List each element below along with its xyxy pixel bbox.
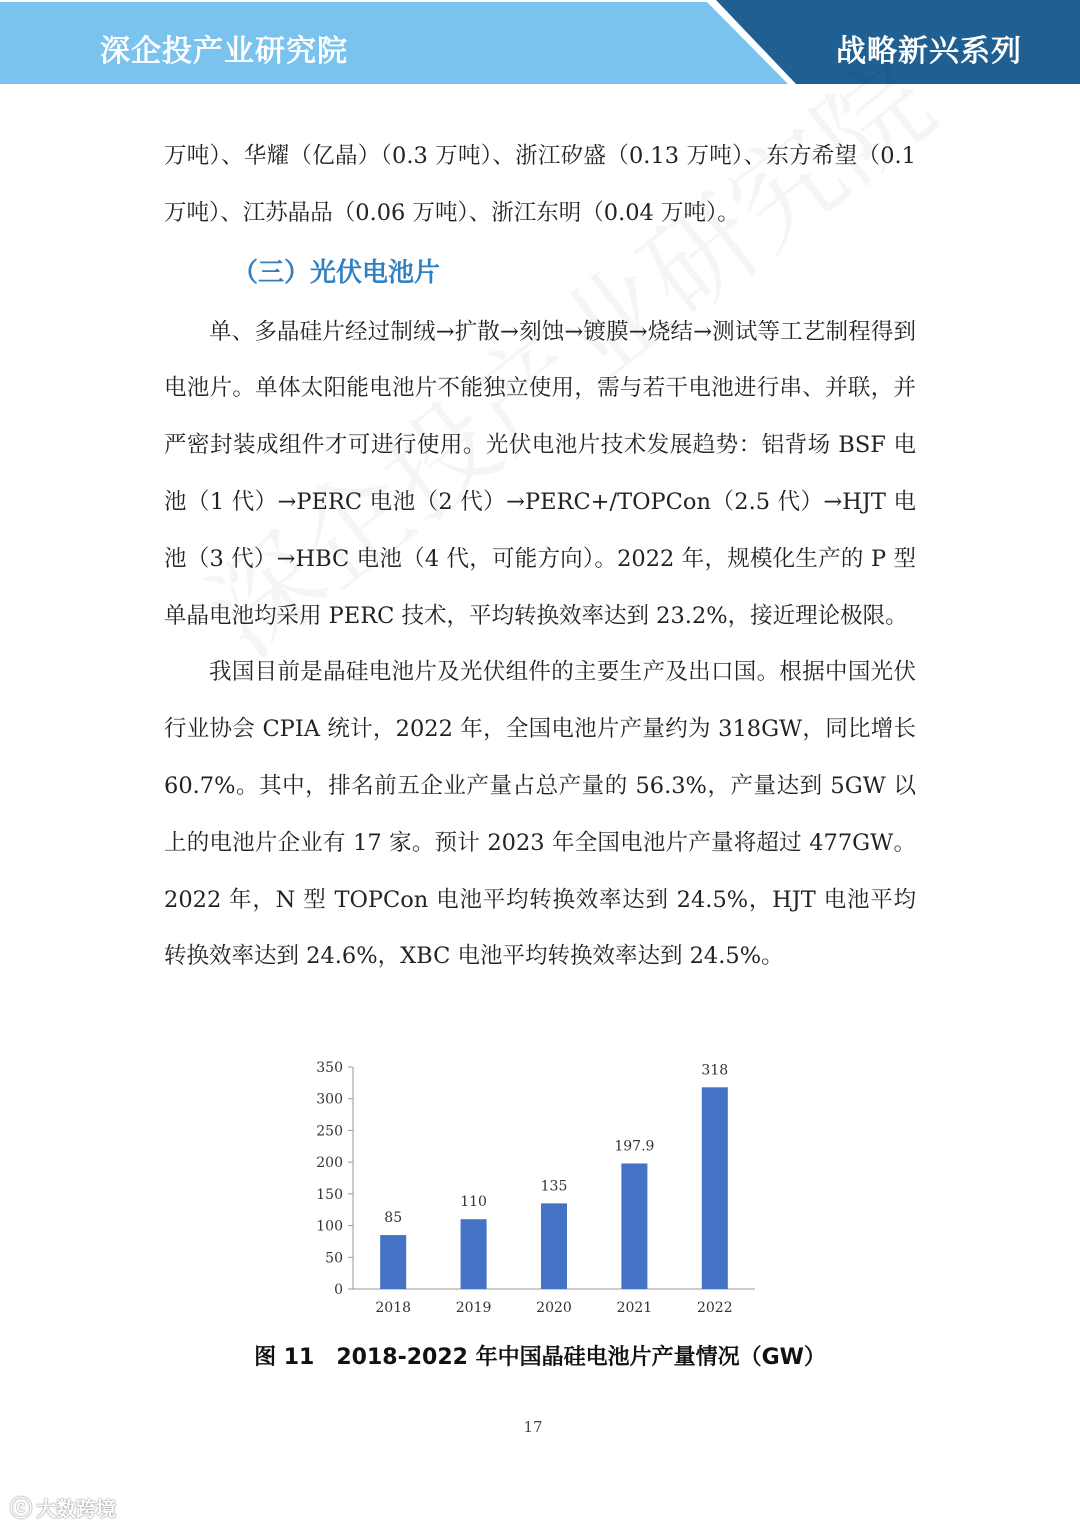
y-tick-label: 150 [316, 1186, 343, 1203]
bar-2019 [461, 1219, 487, 1289]
x-tick-label-2019: 2019 [455, 1300, 492, 1316]
y-tick-label: 200 [316, 1155, 343, 1172]
section-heading: （三）光伏电池片 [232, 257, 441, 288]
source-watermark [10, 1492, 116, 1523]
data-label-2018: 85 [384, 1210, 403, 1227]
series-title: 战略新兴系列 [836, 34, 1022, 69]
x-tick-label-2020: 2020 [536, 1300, 572, 1316]
figure-caption [0, 1340, 1080, 1371]
bar-2018 [380, 1235, 406, 1289]
data-label-2020: 135 [540, 1178, 568, 1195]
production-bar-chart [300, 1055, 780, 1325]
data-label-2021: 197.9 [614, 1138, 655, 1155]
x-tick-label-2018: 2018 [375, 1300, 412, 1316]
bar-2022 [702, 1087, 728, 1289]
paragraph-3: 我国目前是晶硅电池片及光伏组件的主要生产及出口国。根据中国光伏行业协会 CPIA 统计，2022 年，全国电池片产量约为 318GW，同比增长 60.7%。其中，排名前五企业产量占总产量的 56.3%，产量达到 5GW 以上的电池片企业有 17 家。预计 2023 年全国电池片产量将超过 477GW。2022 年，N 型 TOPCon 电池平均转换效率达到 24.5%，HJT 电池平均转换效率达到 24.6%，XBC 电池平均转换效率达到 24.5%。 [164, 659, 916, 970]
y-tick-label: 0 [334, 1282, 343, 1298]
figure-number: 图 11 [254, 1345, 315, 1370]
y-tick-label: 300 [316, 1091, 343, 1108]
org-title: 深企投产业研究院 [100, 34, 348, 69]
y-tick-label: 100 [316, 1218, 343, 1235]
body-content [164, 128, 916, 985]
page-number: 17 [523, 1418, 543, 1436]
bar-2021 [621, 1163, 647, 1289]
x-tick-label-2022: 2022 [696, 1300, 733, 1316]
source-text: 大数跨境 [36, 1497, 117, 1521]
paragraph-2: 单、多晶硅片经过制绒→扩散→刻蚀→镀膜→烧结→测试等工艺制程得到电池片。单体太阳能电池片不能独立使用，需与若干电池进行串、并联，并严密封装成组件才可进行使用。光伏电池片技术发展趋势：铝背场 BSF 电池（1 代）→PERC 电池（2 代）→PERC+/TOPCon（2.5 代）→HJT 电池（3 代）→HBC 电池（4 代，可能方向）。2022 年，规模化生产的 P 型单晶电池均采用 PERC 技术，平均转换效率达到 23.2%，接近理论极限。 [164, 318, 916, 629]
paragraph-1: 万吨）、华耀（亿晶）（0.3 万吨）、浙江矽盛（0.13 万吨）、东方希望（0.1 万吨）、江苏晶品（0.06 万吨）、浙江东明（0.04 万吨）。 [164, 143, 916, 226]
figure-title: 2018-2022 年中国晶硅电池片产量情况（GW） [336, 1345, 826, 1370]
page-header [0, 0, 1080, 86]
bar-2020 [541, 1203, 567, 1289]
x-tick-label-2021: 2021 [616, 1300, 653, 1316]
y-tick-label: 50 [325, 1250, 343, 1267]
y-tick-label: 250 [316, 1123, 343, 1140]
chart-svg [300, 1055, 780, 1325]
y-tick-label: 350 [316, 1060, 343, 1076]
source-logo-icon: ⓒ [10, 1497, 33, 1522]
data-label-2019: 110 [460, 1194, 487, 1211]
data-label-2022: 318 [701, 1062, 729, 1079]
